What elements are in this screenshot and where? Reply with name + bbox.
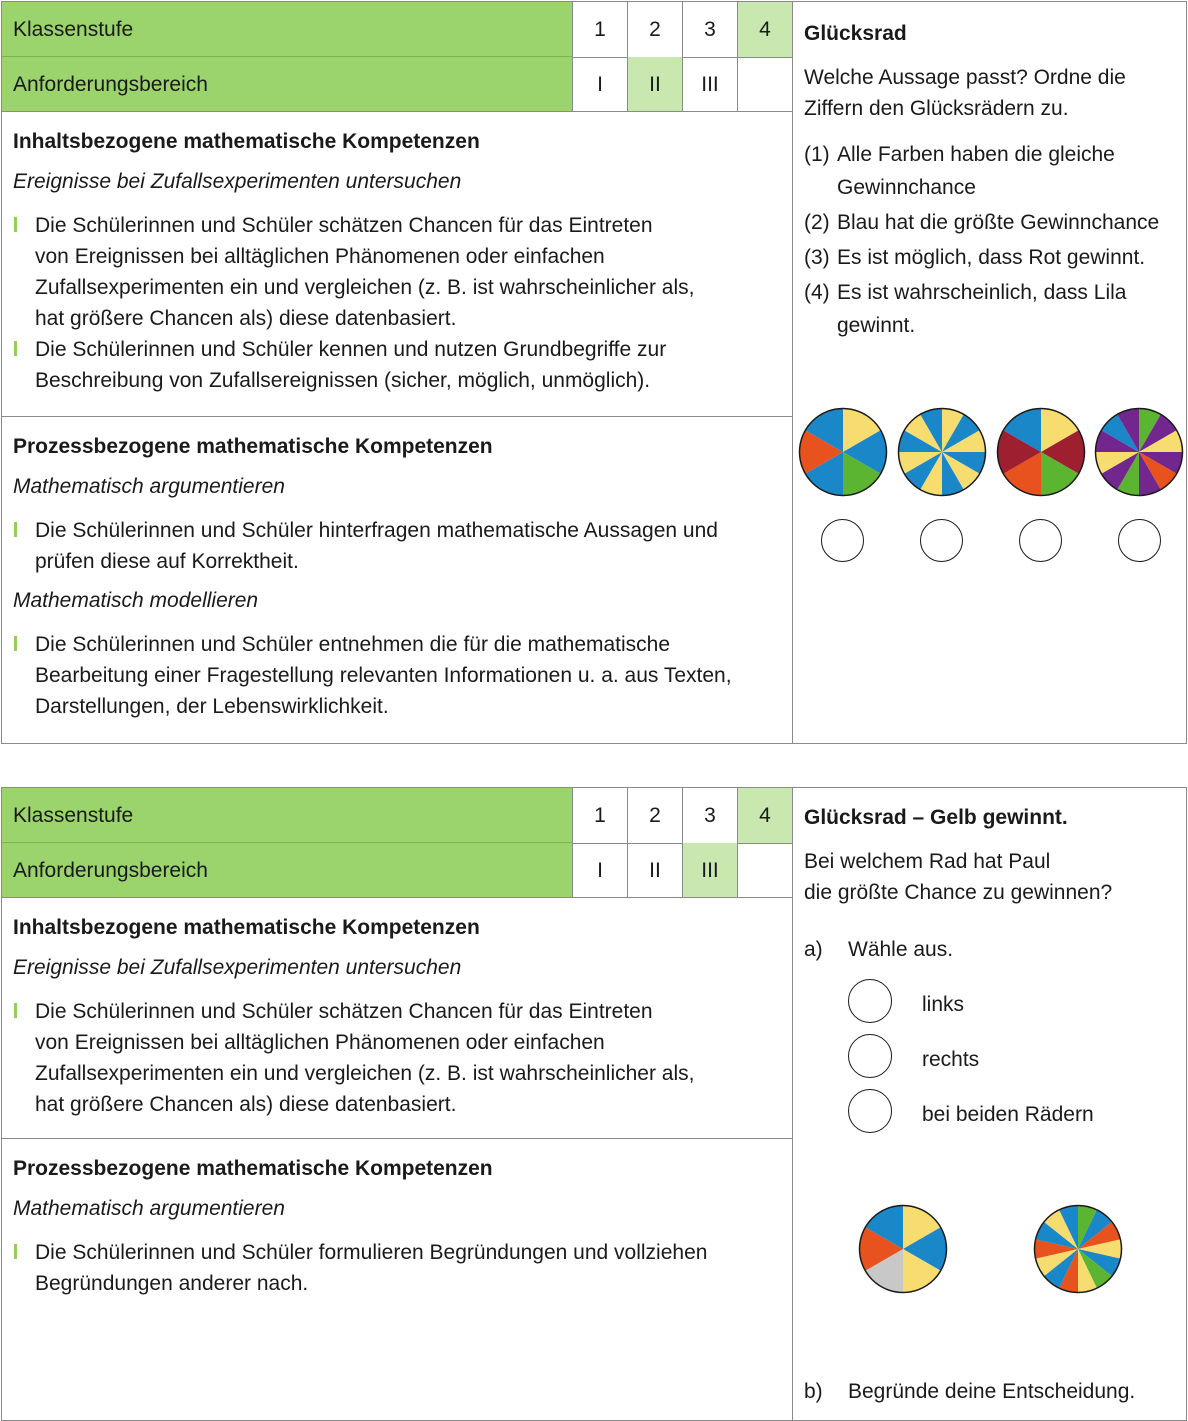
bullet-item: Die Schülerinnen und Schüler schätzen Chancen für das Eintreten von Ereignissen bei alltäglichen Phänomenen oder einfachen Zufallsexperimenten ein und vergleichen (z. B. ist wahrscheinlicher als, hat größere Chancen als) diese datenbasiert. xyxy=(13,996,781,1120)
option-3: (3) Es ist möglich, dass Rot gewinnt. xyxy=(804,246,1146,269)
inhalt-title: Inhaltsbezogene mathematische Kompetenzen xyxy=(13,916,480,939)
klassenstufe-4-selected: 4 xyxy=(738,2,792,57)
answer-circle-4[interactable] xyxy=(1118,519,1161,562)
bereich-III: III xyxy=(683,57,738,111)
anforderungsbereich-row xyxy=(2,57,792,112)
choice-beide-label: bei beiden Rädern xyxy=(922,1103,1094,1126)
competency-card-2 xyxy=(1,787,1187,1421)
part-a-label: a) xyxy=(804,938,823,961)
choice-links-label: links xyxy=(922,993,965,1016)
part-a-text: Wähle aus. xyxy=(848,938,954,961)
task-question: Welche Aussage passt? Ordne die Ziffern den Glücksrädern zu. xyxy=(804,66,1126,120)
answer-circle-3[interactable] xyxy=(1019,519,1062,562)
anforderungsbereich-row xyxy=(2,843,792,898)
klassenstufe-1: 1 xyxy=(573,2,628,57)
bullet-item: Die Schülerinnen und Schüler hinterfragen mathematische Aussagen und prüfen diese auf Korrektheit. xyxy=(13,515,781,577)
bereich-II-selected: II xyxy=(628,57,683,111)
klassenstufe-3: 3 xyxy=(683,788,738,843)
task-panel xyxy=(793,788,1186,1420)
prozess-section xyxy=(2,416,792,744)
prozess-bullets-1 xyxy=(13,1237,781,1299)
klassenstufe-row xyxy=(2,2,792,58)
klassenstufe-2: 2 xyxy=(628,2,683,57)
competency-card-1 xyxy=(1,1,1187,744)
choice-links-radio[interactable] xyxy=(848,979,892,1023)
option-list xyxy=(804,138,1178,342)
part-b-label: b) xyxy=(804,1380,823,1403)
bullet-item: Die Schülerinnen und Schüler kennen und nutzen Grundbegriffe zur Beschreibung von Zufallsereignissen (sicher, möglich, unmöglich). xyxy=(13,334,781,396)
option-1: (1) Alle Farben haben die gleiche Gewinnchance xyxy=(804,143,1115,199)
klassenstufe-2: 2 xyxy=(628,788,683,843)
wheel-2 xyxy=(897,407,987,497)
answer-circle-1[interactable] xyxy=(821,519,864,562)
prozess-subtitle-modellieren: Mathematisch modellieren xyxy=(13,589,259,612)
prozess-title: Prozessbezogene mathematische Kompetenzen xyxy=(13,435,493,458)
choice-beide-radio[interactable] xyxy=(848,1089,892,1133)
klassenstufe-3: 3 xyxy=(683,2,738,57)
option-2: (2) Blau hat die größte Gewinnchance xyxy=(804,211,1160,234)
bullet-item: Die Schülerinnen und Schüler formulieren Begründungen und vollziehen Begründungen anderer nach. xyxy=(13,1237,781,1299)
inhalt-title: Inhaltsbezogene mathematische Kompetenzen xyxy=(13,130,480,153)
inhalt-subtitle: Ereignisse bei Zufallsexperimenten untersuchen xyxy=(13,170,462,193)
inhalt-bullets xyxy=(13,996,781,1120)
bereich-III-selected: III xyxy=(683,843,738,897)
wheel-3 xyxy=(996,407,1086,497)
anforderungsbereich-label: Anforderungsbereich xyxy=(2,843,573,897)
part-a xyxy=(804,938,1178,962)
task-panel xyxy=(793,2,1186,743)
klassenstufe-4-selected: 4 xyxy=(738,788,792,843)
choice-rechts-radio[interactable] xyxy=(848,1034,892,1078)
wheel-left xyxy=(858,1204,948,1294)
bullet-item: Die Schülerinnen und Schüler entnehmen die für die mathematische Bearbeitung einer Fragestellung relevanten Informationen u. a. aus Texten, Darstellungen, der Lebenswirklichkeit. xyxy=(13,629,781,722)
inhalt-section xyxy=(2,112,792,417)
inhalt-subtitle: Ereignisse bei Zufallsexperimenten untersuchen xyxy=(13,956,462,979)
choice-rechts-label: rechts xyxy=(922,1048,980,1071)
bullet-item: Die Schülerinnen und Schüler schätzen Chancen für das Eintreten von Ereignissen bei alltäglichen Phänomenen oder einfachen Zufallsexperimenten ein und vergleichen (z. B. ist wahrscheinlicher als, hat größere Chancen als) diese datenbasiert. xyxy=(13,210,781,334)
task-question: Bei welchem Rad hat Paul die größte Chance zu gewinnen? xyxy=(804,850,1113,904)
prozess-subtitle-argumentieren: Mathematisch argumentieren xyxy=(13,1197,285,1220)
competency-panel xyxy=(2,788,793,1420)
prozess-bullets-2 xyxy=(13,629,781,722)
klassenstufe-row xyxy=(2,788,792,844)
wheel-1 xyxy=(798,407,888,497)
klassenstufe-1: 1 xyxy=(573,788,628,843)
prozess-subtitle-argumentieren: Mathematisch argumentieren xyxy=(13,475,285,498)
bereich-I: I xyxy=(573,57,628,111)
inhalt-section xyxy=(2,898,792,1138)
bereich-I: I xyxy=(573,843,628,897)
bereich-empty xyxy=(738,843,792,897)
anforderungsbereich-label: Anforderungsbereich xyxy=(2,57,573,111)
prozess-bullets-1 xyxy=(13,515,781,577)
prozess-title: Prozessbezogene mathematische Kompetenzen xyxy=(13,1157,493,1180)
wheel-right xyxy=(1033,1204,1123,1294)
klassenstufe-label: Klassenstufe xyxy=(2,2,573,57)
part-b-text: Begründe deine Entscheidung. xyxy=(848,1380,1136,1403)
bereich-empty xyxy=(738,57,792,111)
answer-circle-2[interactable] xyxy=(920,519,963,562)
klassenstufe-label: Klassenstufe xyxy=(2,788,573,843)
part-b xyxy=(804,1380,1178,1404)
task-title: Glücksrad xyxy=(804,22,907,45)
wheel-4 xyxy=(1094,407,1184,497)
inhalt-bullets xyxy=(13,210,781,396)
bereich-II: II xyxy=(628,843,683,897)
prozess-section xyxy=(2,1138,792,1420)
option-4: (4) Es ist wahrscheinlich, dass Lila gewinnt. xyxy=(804,281,1127,337)
task-title: Glücksrad – Gelb gewinnt. xyxy=(804,806,1068,829)
competency-panel xyxy=(2,2,793,743)
